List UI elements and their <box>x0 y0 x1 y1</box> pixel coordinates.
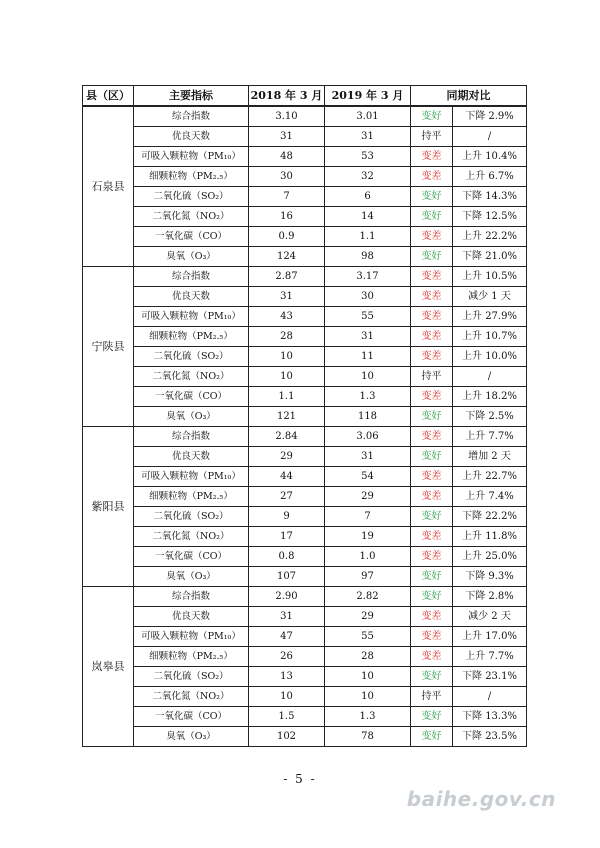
header-2018: 2018 年 3 月 <box>249 86 325 107</box>
change-cell: 下降 13.3% <box>453 707 527 727</box>
value-2019-cell: 118 <box>325 407 411 427</box>
status-cell: 变差 <box>411 607 453 627</box>
value-2018-cell: 1.5 <box>249 707 325 727</box>
change-cell: 上升 18.2% <box>453 387 527 407</box>
table-row <box>83 547 527 567</box>
status-cell: 持平 <box>411 367 453 387</box>
value-2019-cell: 10 <box>325 367 411 387</box>
indicator-cell: 优良天数 <box>134 447 249 467</box>
table-row <box>83 167 527 187</box>
table-row <box>83 427 527 447</box>
table-row <box>83 307 527 327</box>
value-2018-cell: 29 <box>249 447 325 467</box>
value-2018-cell: 2.84 <box>249 427 325 447</box>
county-name: 紫阳县 <box>83 427 134 587</box>
status-cell: 变差 <box>411 147 453 167</box>
table-row <box>83 507 527 527</box>
table-row <box>83 147 527 167</box>
indicator-cell: 臭氧（O₃） <box>134 567 249 587</box>
value-2018-cell: 102 <box>249 727 325 747</box>
change-cell: / <box>453 687 527 707</box>
value-2019-cell: 1.1 <box>325 227 411 247</box>
indicator-cell: 综合指数 <box>134 106 249 127</box>
table-row <box>83 106 527 127</box>
value-2019-cell: 3.01 <box>325 106 411 127</box>
county-name: 宁陕县 <box>83 267 134 427</box>
value-2018-cell: 27 <box>249 487 325 507</box>
change-cell: / <box>453 127 527 147</box>
page-number: - 5 - <box>283 772 317 786</box>
change-cell: 下降 14.3% <box>453 187 527 207</box>
change-cell: 下降 23.1% <box>453 667 527 687</box>
header-2019: 2019 年 3 月 <box>325 86 411 107</box>
status-cell: 变差 <box>411 427 453 447</box>
value-2018-cell: 31 <box>249 607 325 627</box>
table-row <box>83 487 527 507</box>
table-row <box>83 647 527 667</box>
table-row <box>83 727 527 747</box>
indicator-cell: 综合指数 <box>134 587 249 607</box>
value-2019-cell: 7 <box>325 507 411 527</box>
indicator-cell: 二氧化硫（SO₂） <box>134 347 249 367</box>
status-cell: 变好 <box>411 667 453 687</box>
value-2019-cell: 19 <box>325 527 411 547</box>
table-row <box>83 367 527 387</box>
change-cell: 下降 2.5% <box>453 407 527 427</box>
value-2019-cell: 10 <box>325 667 411 687</box>
change-cell: 上升 22.2% <box>453 227 527 247</box>
county-name: 石泉县 <box>83 106 134 267</box>
indicator-cell: 细颗粒物（PM₂.₅） <box>134 167 249 187</box>
status-cell: 变好 <box>411 707 453 727</box>
indicator-cell: 一氧化碳（CO） <box>134 707 249 727</box>
indicator-cell: 细颗粒物（PM₂.₅） <box>134 327 249 347</box>
table-row <box>83 687 527 707</box>
change-cell: 上升 17.0% <box>453 627 527 647</box>
table-row <box>83 287 527 307</box>
value-2019-cell: 3.06 <box>325 427 411 447</box>
value-2018-cell: 1.1 <box>249 387 325 407</box>
change-cell: 增加 2 天 <box>453 447 527 467</box>
value-2019-cell: 55 <box>325 307 411 327</box>
change-cell: 上升 10.4% <box>453 147 527 167</box>
value-2019-cell: 98 <box>325 247 411 267</box>
status-cell: 变差 <box>411 467 453 487</box>
header-county: 县（区） <box>83 86 134 107</box>
table-row <box>83 387 527 407</box>
status-cell: 变好 <box>411 407 453 427</box>
table-row <box>83 667 527 687</box>
status-cell: 变好 <box>411 187 453 207</box>
status-cell: 变差 <box>411 627 453 647</box>
value-2019-cell: 30 <box>325 287 411 307</box>
value-2019-cell: 53 <box>325 147 411 167</box>
value-2018-cell: 13 <box>249 667 325 687</box>
indicator-cell: 二氧化硫（SO₂） <box>134 667 249 687</box>
change-cell: 减少 1 天 <box>453 287 527 307</box>
value-2019-cell: 31 <box>325 447 411 467</box>
table-row <box>83 207 527 227</box>
status-cell: 变差 <box>411 267 453 287</box>
indicator-cell: 可吸入颗粒物（PM₁₀） <box>134 307 249 327</box>
value-2018-cell: 2.87 <box>249 267 325 287</box>
status-cell: 持平 <box>411 127 453 147</box>
status-cell: 变好 <box>411 507 453 527</box>
change-cell: 上升 10.7% <box>453 327 527 347</box>
value-2019-cell: 28 <box>325 647 411 667</box>
status-cell: 变差 <box>411 327 453 347</box>
value-2019-cell: 32 <box>325 167 411 187</box>
value-2018-cell: 124 <box>249 247 325 267</box>
value-2018-cell: 28 <box>249 327 325 347</box>
value-2019-cell: 97 <box>325 567 411 587</box>
value-2019-cell: 1.3 <box>325 707 411 727</box>
value-2019-cell: 1.0 <box>325 547 411 567</box>
table-row <box>83 267 527 287</box>
status-cell: 变差 <box>411 387 453 407</box>
indicator-cell: 二氧化硫（SO₂） <box>134 507 249 527</box>
change-cell: 上升 7.4% <box>453 487 527 507</box>
status-cell: 变好 <box>411 447 453 467</box>
watermark: baihe.gov.cn <box>406 787 556 811</box>
indicator-cell: 优良天数 <box>134 127 249 147</box>
indicator-cell: 综合指数 <box>134 427 249 447</box>
indicator-cell: 优良天数 <box>134 607 249 627</box>
change-cell: 下降 22.2% <box>453 507 527 527</box>
change-cell: 上升 7.7% <box>453 427 527 447</box>
value-2018-cell: 2.90 <box>249 587 325 607</box>
status-cell: 变差 <box>411 307 453 327</box>
value-2018-cell: 48 <box>249 147 325 167</box>
table-row <box>83 627 527 647</box>
air-quality-table <box>82 85 527 747</box>
change-cell: 上升 10.0% <box>453 347 527 367</box>
value-2019-cell: 14 <box>325 207 411 227</box>
change-cell: 下降 2.8% <box>453 587 527 607</box>
table-row <box>83 587 527 607</box>
table-row <box>83 567 527 587</box>
change-cell: 下降 21.0% <box>453 247 527 267</box>
status-cell: 变差 <box>411 647 453 667</box>
table-row <box>83 707 527 727</box>
value-2019-cell: 6 <box>325 187 411 207</box>
value-2018-cell: 121 <box>249 407 325 427</box>
indicator-cell: 可吸入颗粒物（PM₁₀） <box>134 467 249 487</box>
change-cell: 上升 22.7% <box>453 467 527 487</box>
value-2018-cell: 17 <box>249 527 325 547</box>
table-row <box>83 607 527 627</box>
value-2018-cell: 0.8 <box>249 547 325 567</box>
indicator-cell: 可吸入颗粒物（PM₁₀） <box>134 627 249 647</box>
change-cell: 下降 23.5% <box>453 727 527 747</box>
value-2018-cell: 30 <box>249 167 325 187</box>
status-cell: 变好 <box>411 106 453 127</box>
table-row <box>83 187 527 207</box>
status-cell: 变好 <box>411 247 453 267</box>
value-2018-cell: 0.9 <box>249 227 325 247</box>
indicator-cell: 细颗粒物（PM₂.₅） <box>134 647 249 667</box>
value-2019-cell: 1.3 <box>325 387 411 407</box>
table-row <box>83 407 527 427</box>
change-cell: 上升 27.9% <box>453 307 527 327</box>
indicator-cell: 二氧化氮（NO₂） <box>134 687 249 707</box>
table-row <box>83 347 527 367</box>
change-cell: 下降 12.5% <box>453 207 527 227</box>
status-cell: 变差 <box>411 487 453 507</box>
value-2019-cell: 11 <box>325 347 411 367</box>
table-row <box>83 447 527 467</box>
indicator-cell: 一氧化碳（CO） <box>134 387 249 407</box>
table-body <box>83 106 527 747</box>
value-2018-cell: 16 <box>249 207 325 227</box>
indicator-cell: 二氧化氮（NO₂） <box>134 527 249 547</box>
value-2018-cell: 9 <box>249 507 325 527</box>
change-cell: / <box>453 367 527 387</box>
value-2018-cell: 7 <box>249 187 325 207</box>
value-2019-cell: 78 <box>325 727 411 747</box>
indicator-cell: 二氧化氮（NO₂） <box>134 367 249 387</box>
table-row <box>83 127 527 147</box>
indicator-cell: 一氧化碳（CO） <box>134 227 249 247</box>
value-2018-cell: 47 <box>249 627 325 647</box>
value-2019-cell: 3.17 <box>325 267 411 287</box>
indicator-cell: 综合指数 <box>134 267 249 287</box>
indicator-cell: 可吸入颗粒物（PM₁₀） <box>134 147 249 167</box>
value-2018-cell: 10 <box>249 367 325 387</box>
indicator-cell: 二氧化硫（SO₂） <box>134 187 249 207</box>
header-comparison: 同期对比 <box>411 86 527 107</box>
value-2019-cell: 55 <box>325 627 411 647</box>
indicator-cell: 臭氧（O₃） <box>134 247 249 267</box>
indicator-cell: 二氧化氮（NO₂） <box>134 207 249 227</box>
value-2019-cell: 54 <box>325 467 411 487</box>
change-cell: 下降 2.9% <box>453 106 527 127</box>
value-2019-cell: 10 <box>325 687 411 707</box>
status-cell: 变差 <box>411 287 453 307</box>
indicator-cell: 一氧化碳（CO） <box>134 547 249 567</box>
value-2019-cell: 29 <box>325 607 411 627</box>
indicator-cell: 臭氧（O₃） <box>134 407 249 427</box>
value-2018-cell: 10 <box>249 687 325 707</box>
change-cell: 上升 11.8% <box>453 527 527 547</box>
county-name: 岚皋县 <box>83 587 134 747</box>
value-2018-cell: 44 <box>249 467 325 487</box>
status-cell: 变差 <box>411 547 453 567</box>
status-cell: 变差 <box>411 527 453 547</box>
change-cell: 减少 2 天 <box>453 607 527 627</box>
change-cell: 上升 7.7% <box>453 647 527 667</box>
table-row <box>83 227 527 247</box>
value-2018-cell: 107 <box>249 567 325 587</box>
header-indicator: 主要指标 <box>134 86 249 107</box>
value-2019-cell: 2.82 <box>325 587 411 607</box>
value-2018-cell: 31 <box>249 287 325 307</box>
value-2018-cell: 43 <box>249 307 325 327</box>
table-row <box>83 247 527 267</box>
status-cell: 变差 <box>411 347 453 367</box>
value-2019-cell: 31 <box>325 127 411 147</box>
status-cell: 持平 <box>411 687 453 707</box>
value-2019-cell: 31 <box>325 327 411 347</box>
indicator-cell: 细颗粒物（PM₂.₅） <box>134 487 249 507</box>
status-cell: 变好 <box>411 207 453 227</box>
status-cell: 变好 <box>411 567 453 587</box>
table-row <box>83 327 527 347</box>
table-header-row <box>83 86 527 107</box>
change-cell: 下降 9.3% <box>453 567 527 587</box>
status-cell: 变差 <box>411 167 453 187</box>
value-2018-cell: 10 <box>249 347 325 367</box>
change-cell: 上升 6.7% <box>453 167 527 187</box>
indicator-cell: 优良天数 <box>134 287 249 307</box>
value-2018-cell: 26 <box>249 647 325 667</box>
status-cell: 变差 <box>411 227 453 247</box>
value-2018-cell: 3.10 <box>249 106 325 127</box>
change-cell: 上升 10.5% <box>453 267 527 287</box>
table-row <box>83 527 527 547</box>
status-cell: 变好 <box>411 587 453 607</box>
indicator-cell: 臭氧（O₃） <box>134 727 249 747</box>
status-cell: 变好 <box>411 727 453 747</box>
value-2019-cell: 29 <box>325 487 411 507</box>
change-cell: 上升 25.0% <box>453 547 527 567</box>
value-2018-cell: 31 <box>249 127 325 147</box>
table-row <box>83 467 527 487</box>
